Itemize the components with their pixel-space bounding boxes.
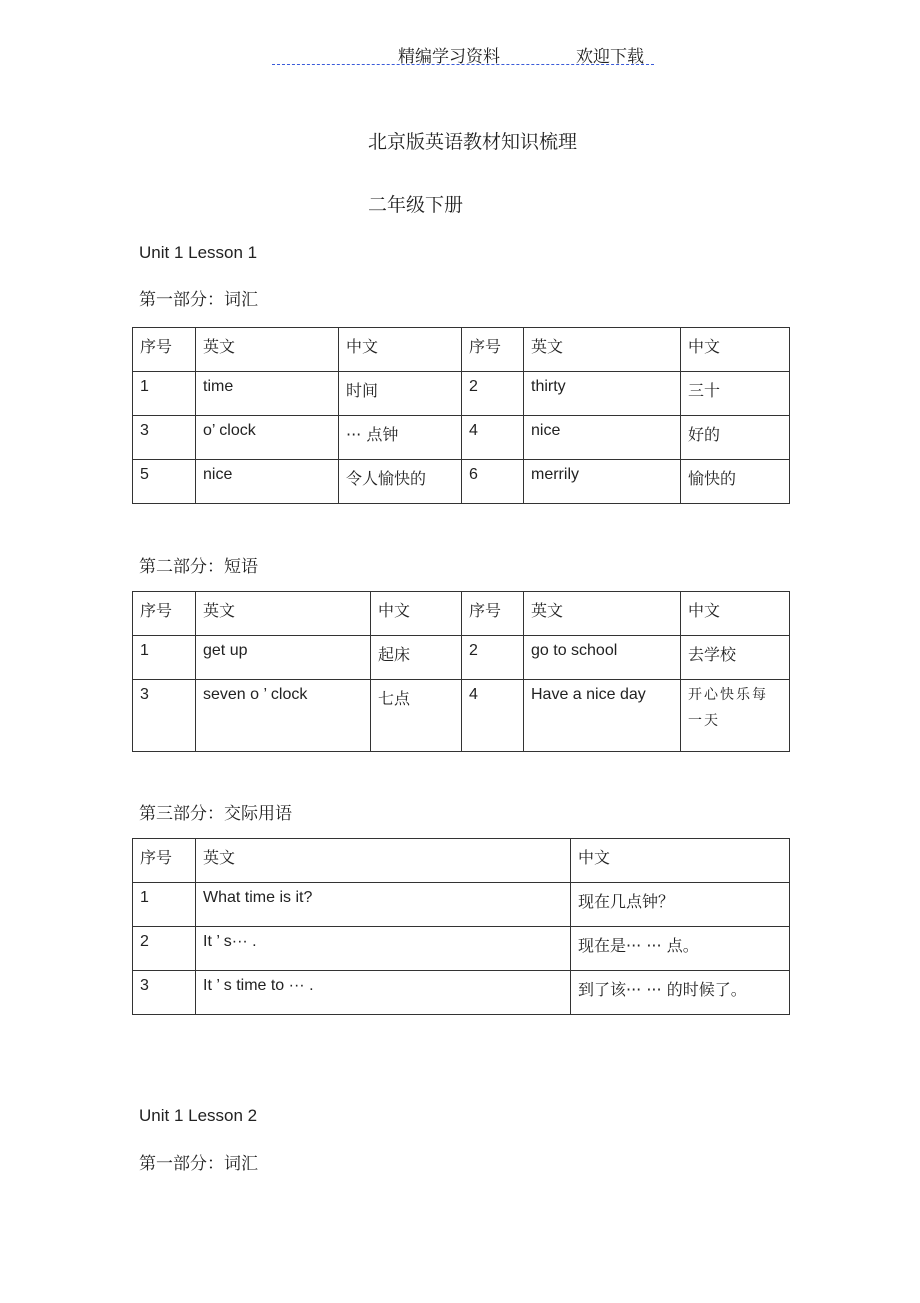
col-header: 中文 xyxy=(681,328,790,372)
cell-chinese: 愉快的 xyxy=(681,460,790,504)
cell-chinese: 开心快乐每一天 xyxy=(681,680,790,752)
expressions-table xyxy=(132,838,790,1015)
cell-index: 4 xyxy=(462,416,524,460)
section-heading-vocab: 第一部分：词汇 xyxy=(139,1154,258,1174)
col-header: 序号 xyxy=(133,839,196,883)
table-row xyxy=(133,927,790,971)
document-subtitle: 二年级下册 xyxy=(368,194,464,216)
col-header: 英文 xyxy=(196,328,339,372)
cell-chinese: 令人愉快的 xyxy=(339,460,462,504)
table-header-row xyxy=(133,839,790,883)
cell-chinese: 现在几点钟？ xyxy=(571,883,790,927)
col-header: 序号 xyxy=(462,328,524,372)
cell-chinese: 好的 xyxy=(681,416,790,460)
col-header: 中文 xyxy=(571,839,790,883)
section-heading-vocab: 第一部分：词汇 xyxy=(139,290,258,310)
cell-index: 2 xyxy=(133,927,196,971)
section-heading-phrases: 第二部分：短语 xyxy=(139,557,258,577)
table-row xyxy=(133,883,790,927)
table-header-row xyxy=(133,592,790,636)
cell-english: What time is it? xyxy=(196,883,571,927)
table-row xyxy=(133,416,790,460)
col-header: 英文 xyxy=(196,839,571,883)
cell-index: 5 xyxy=(133,460,196,504)
cell-index: 3 xyxy=(133,416,196,460)
table-row xyxy=(133,971,790,1015)
lesson-heading: Unit 1 Lesson 2 xyxy=(139,1106,258,1125)
col-header: 英文 xyxy=(196,592,371,636)
col-header: 序号 xyxy=(462,592,524,636)
cell-index: 3 xyxy=(133,971,196,1015)
col-header: 中文 xyxy=(371,592,462,636)
cell-chinese: 三十 xyxy=(681,372,790,416)
col-header: 中文 xyxy=(681,592,790,636)
cell-english: merrily xyxy=(524,460,681,504)
phrases-table xyxy=(132,591,790,752)
cell-chinese: 七点 xyxy=(371,680,462,752)
cell-english: time xyxy=(196,372,339,416)
table-row xyxy=(133,460,790,504)
cell-english: seven o ’ clock xyxy=(196,680,371,752)
col-header: 英文 xyxy=(524,592,681,636)
cell-index: 2 xyxy=(462,636,524,680)
cell-chinese: 去学校 xyxy=(681,636,790,680)
table-row xyxy=(133,636,790,680)
cell-english: nice xyxy=(196,460,339,504)
header-left-text: 精编学习资料 xyxy=(398,47,500,67)
cell-chinese: 起床 xyxy=(371,636,462,680)
cell-index: 1 xyxy=(133,636,196,680)
col-header: 序号 xyxy=(133,592,196,636)
cell-chinese: 时间 xyxy=(339,372,462,416)
cell-english: thirty xyxy=(524,372,681,416)
cell-chinese: ··· 点钟 xyxy=(339,416,462,460)
cell-english: o’ clock xyxy=(196,416,339,460)
lesson-heading: Unit 1 Lesson 1 xyxy=(139,243,258,262)
cell-index: 3 xyxy=(133,680,196,752)
col-header: 中文 xyxy=(339,328,462,372)
cell-chinese: 到了该··· ··· 的时候了。 xyxy=(571,971,790,1015)
header-right-text: 欢迎下载 xyxy=(576,47,644,67)
table-row xyxy=(133,372,790,416)
table-header-row xyxy=(133,328,790,372)
cell-index: 6 xyxy=(462,460,524,504)
col-header: 序号 xyxy=(133,328,196,372)
table-row xyxy=(133,680,790,752)
document-title: 北京版英语教材知识梳理 xyxy=(368,131,578,153)
page-header xyxy=(272,42,654,65)
cell-index: 4 xyxy=(462,680,524,752)
cell-english: Have a nice day xyxy=(524,680,681,752)
section-heading-expressions: 第三部分：交际用语 xyxy=(139,804,292,824)
col-header: 英文 xyxy=(524,328,681,372)
cell-english: It ’ s··· . xyxy=(196,927,571,971)
cell-index: 1 xyxy=(133,883,196,927)
cell-chinese: 现在是··· ··· 点。 xyxy=(571,927,790,971)
cell-english: It ’ s time to ··· . xyxy=(196,971,571,1015)
cell-english: go to school xyxy=(524,636,681,680)
cell-english: nice xyxy=(524,416,681,460)
cell-english: get up xyxy=(196,636,371,680)
vocab-table xyxy=(132,327,790,504)
cell-index: 1 xyxy=(133,372,196,416)
cell-index: 2 xyxy=(462,372,524,416)
